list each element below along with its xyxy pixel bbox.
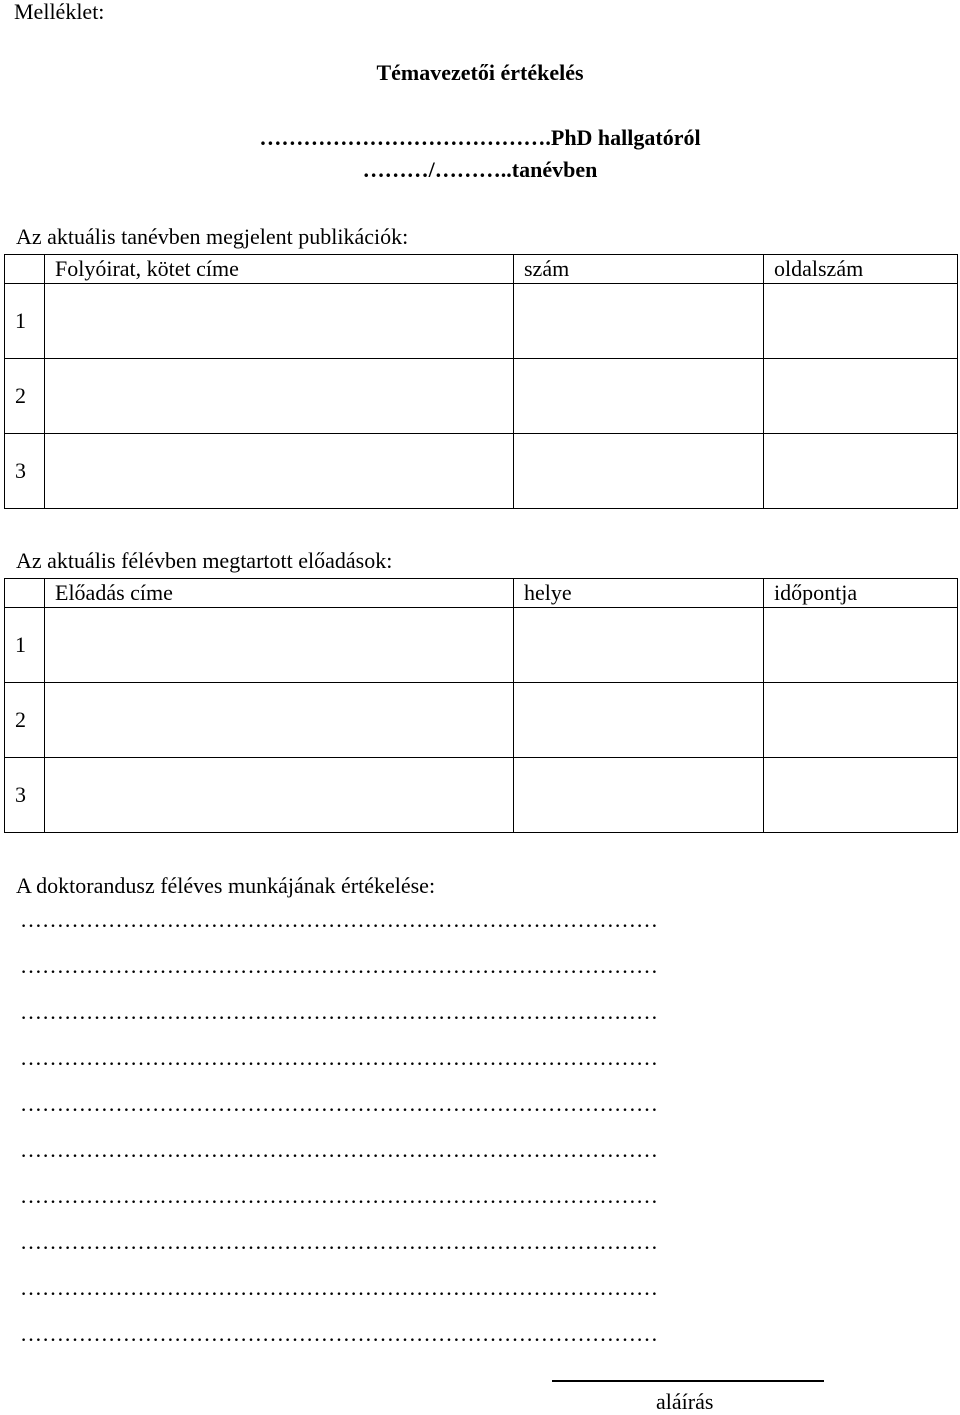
number-cell[interactable]	[514, 434, 764, 509]
row-number: 1	[5, 608, 45, 683]
row-number: 2	[5, 683, 45, 758]
dotted-line[interactable]: ……………………………………………………………………………	[20, 1275, 658, 1300]
row-number: 3	[5, 434, 45, 509]
table-row	[5, 758, 958, 833]
dotted-line[interactable]: ……………………………………………………………………………	[20, 999, 658, 1024]
signature-line[interactable]	[552, 1380, 824, 1382]
column-header: Folyóirat, kötet címe	[45, 255, 514, 284]
journal-cell[interactable]	[45, 284, 514, 359]
subtitle-student: ………………………………….PhD hallgatóról	[259, 125, 701, 150]
location-cell[interactable]	[514, 608, 764, 683]
evaluation-heading: A doktorandusz féléves munkájának értékelése:	[16, 873, 436, 898]
column-header: oldalszám	[764, 255, 958, 284]
column-header: helye	[514, 579, 764, 608]
dotted-line[interactable]: ……………………………………………………………………………	[20, 1183, 658, 1208]
lectures-header-row	[5, 579, 958, 608]
location-cell[interactable]	[514, 758, 764, 833]
row-number: 1	[5, 284, 45, 359]
publications-header-row	[5, 255, 958, 284]
lecture-title-cell[interactable]	[45, 758, 514, 833]
dotted-line[interactable]: ……………………………………………………………………………	[20, 907, 658, 932]
date-cell[interactable]	[764, 758, 958, 833]
lecture-title-cell[interactable]	[45, 683, 514, 758]
table-row	[5, 683, 958, 758]
row-number: 3	[5, 758, 45, 833]
dotted-line[interactable]: ……………………………………………………………………………	[20, 1137, 658, 1162]
attachment-label: Melléklet:	[14, 0, 105, 24]
table-row	[5, 284, 958, 359]
table-row	[5, 608, 958, 683]
journal-cell[interactable]	[45, 434, 514, 509]
journal-cell[interactable]	[45, 359, 514, 434]
page-number-cell[interactable]	[764, 284, 958, 359]
page-number-cell[interactable]	[764, 434, 958, 509]
publications-heading: Az aktuális tanévben megjelent publikációk:	[16, 224, 409, 249]
dotted-line[interactable]: ……………………………………………………………………………	[20, 1091, 658, 1116]
date-cell[interactable]	[764, 683, 958, 758]
dotted-line[interactable]: ……………………………………………………………………………	[20, 953, 658, 978]
dotted-line[interactable]: ……………………………………………………………………………	[20, 1229, 658, 1254]
signature-label: aláírás	[656, 1389, 714, 1414]
table-row	[5, 359, 958, 434]
number-cell[interactable]	[514, 359, 764, 434]
publications-table	[4, 254, 958, 509]
location-cell[interactable]	[514, 683, 764, 758]
subtitle-year: ………/………..tanévben	[362, 157, 598, 182]
column-header: Előadás címe	[45, 579, 514, 608]
dotted-line[interactable]: ……………………………………………………………………………	[20, 1321, 658, 1346]
page-number-cell[interactable]	[764, 359, 958, 434]
page-title: Témavezetői értékelés	[376, 60, 584, 85]
row-number: 2	[5, 359, 45, 434]
lectures-heading: Az aktuális félévben megtartott előadások:	[16, 548, 393, 573]
column-header: időpontja	[764, 579, 958, 608]
lectures-table	[4, 578, 958, 833]
header-index-cell	[5, 255, 45, 284]
table-row	[5, 434, 958, 509]
lecture-title-cell[interactable]	[45, 608, 514, 683]
date-cell[interactable]	[764, 608, 958, 683]
column-header: szám	[514, 255, 764, 284]
number-cell[interactable]	[514, 284, 764, 359]
dotted-line[interactable]: ……………………………………………………………………………	[20, 1045, 658, 1070]
header-index-cell	[5, 579, 45, 608]
